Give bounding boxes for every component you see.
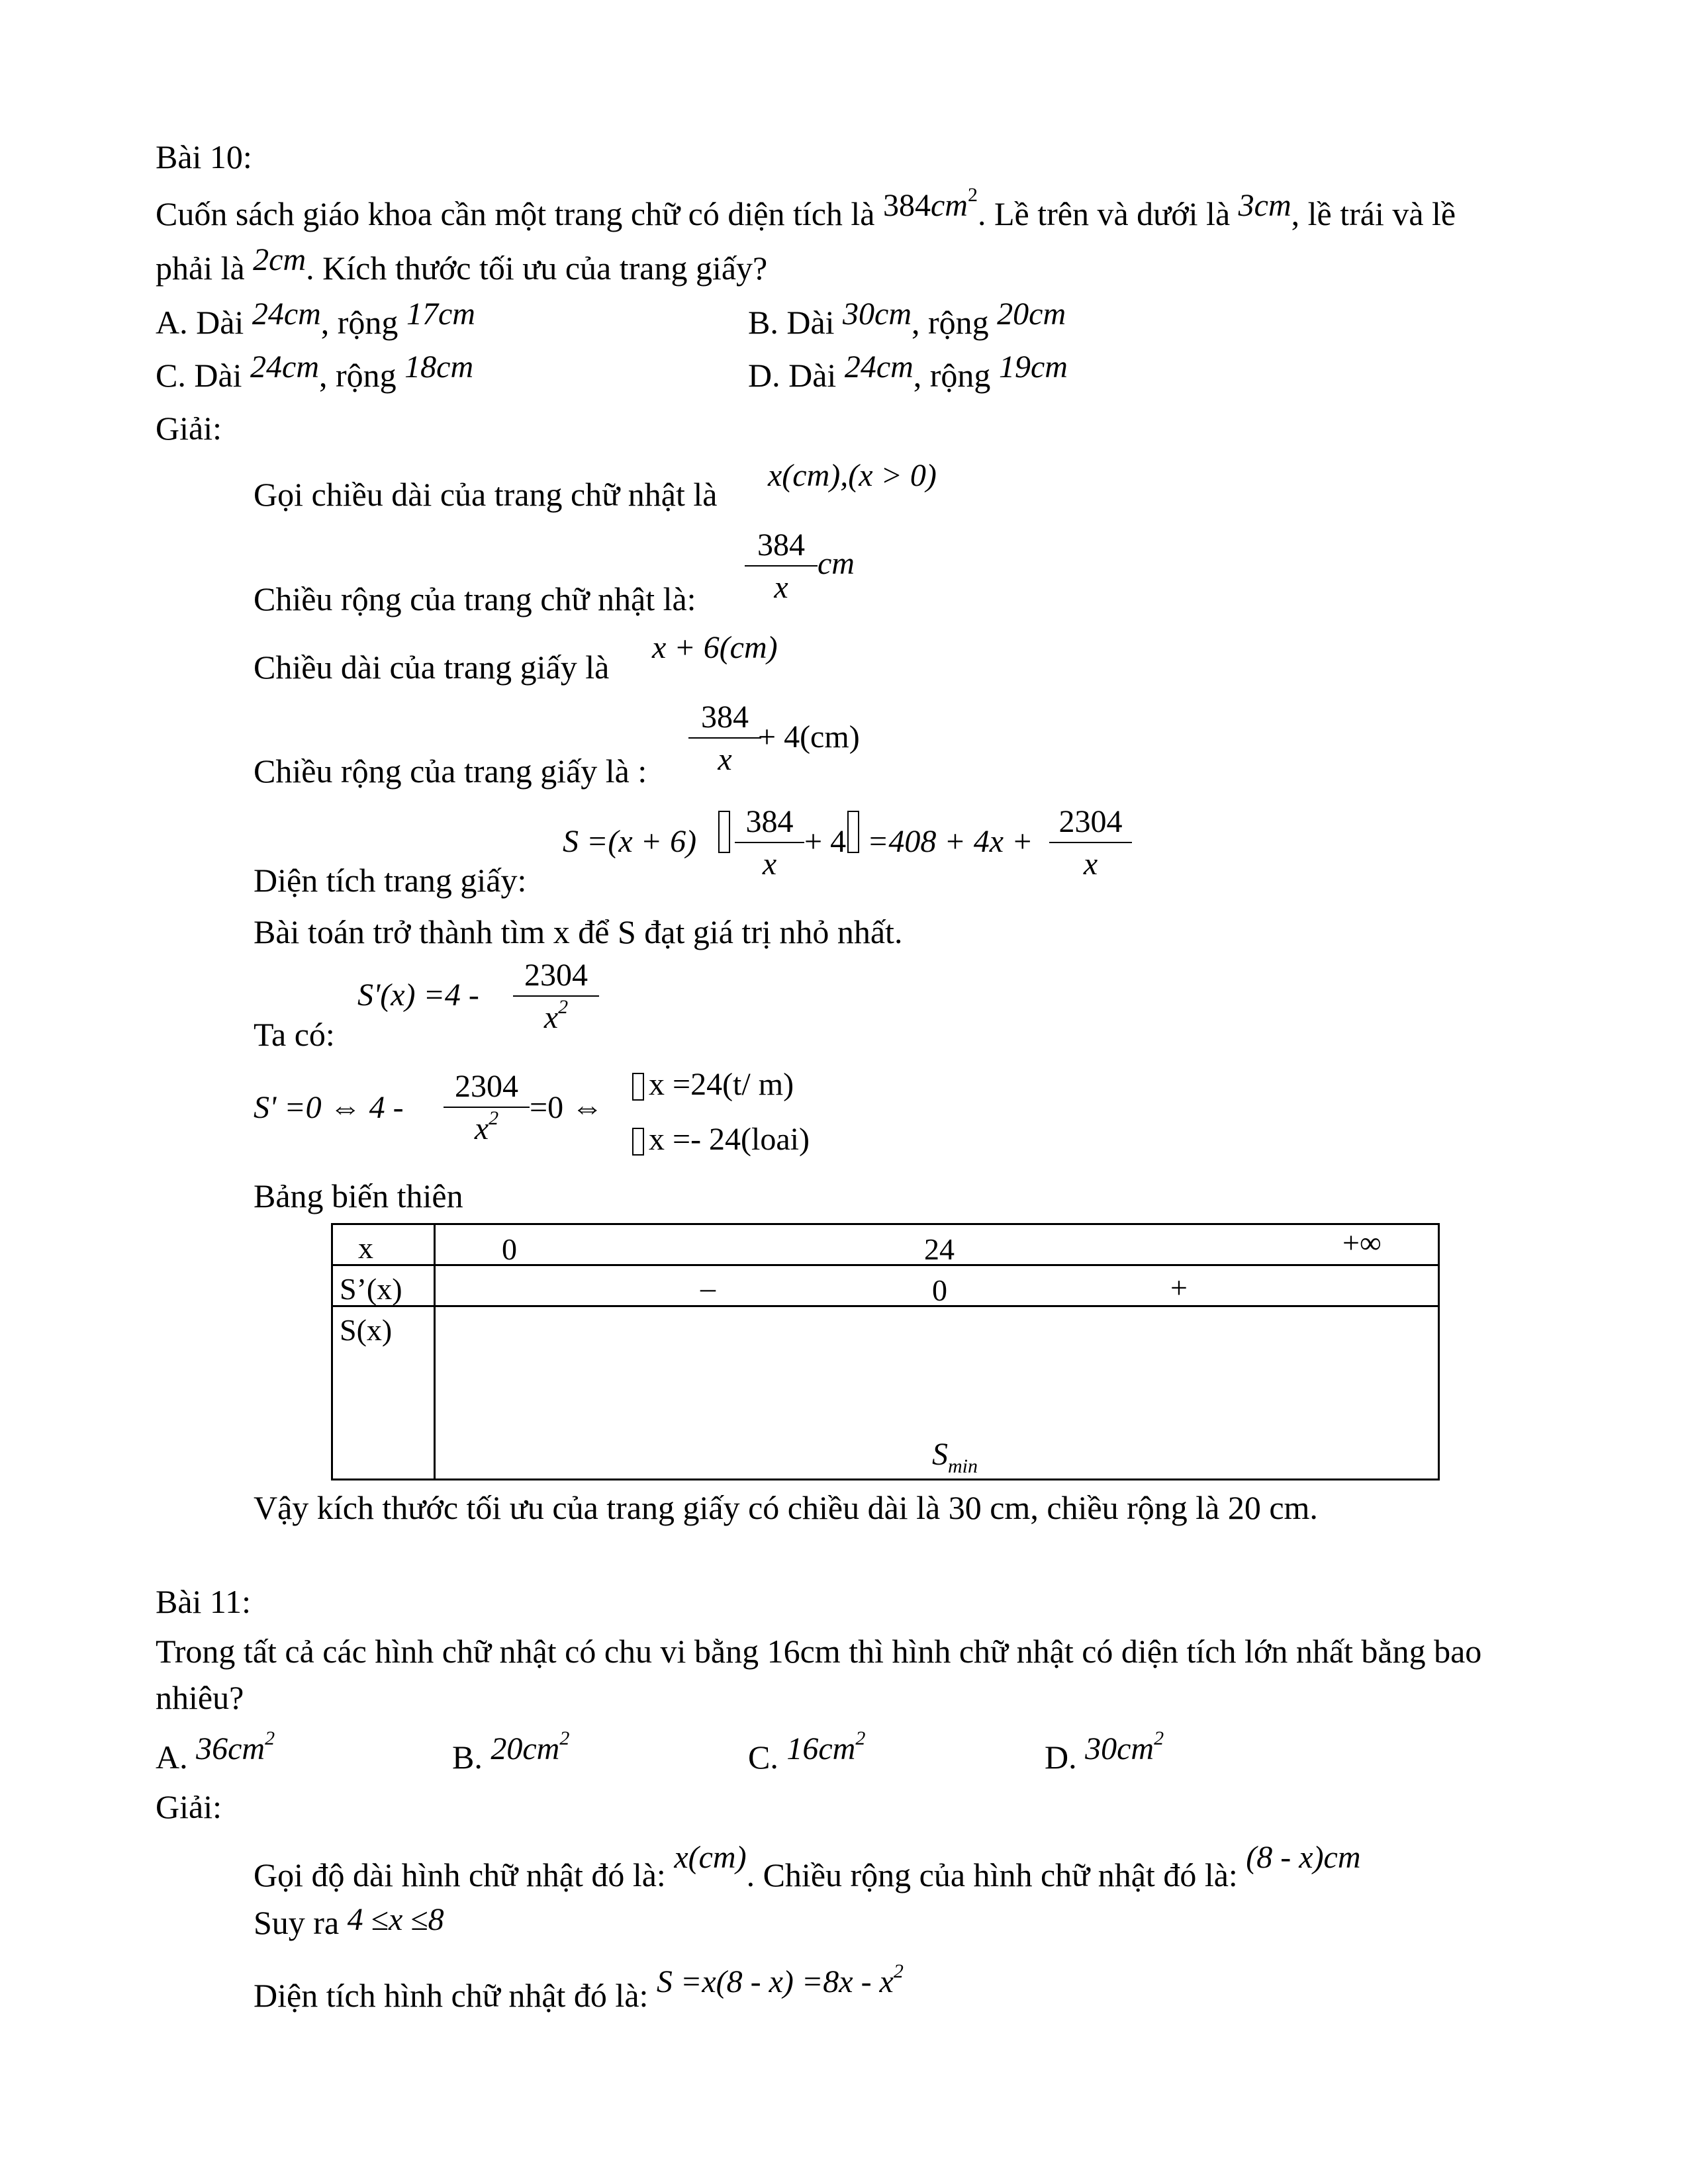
question-text: Cuốn sách giáo khoa cần một trang chữ có diện tích là (156, 195, 875, 232)
right-bracket (847, 811, 859, 853)
row-sprime-values: – 0 + (435, 1265, 1439, 1306)
bai11-option-a: A. $36cm^2$ (156, 1727, 275, 1776)
step1-math: x(cm),(x > 0) (768, 458, 937, 493)
s-min: $S_{min}$ (932, 1437, 978, 1477)
bai10-giai: Giải: (156, 410, 222, 447)
step5-fraction1: $\frac{384}{x}$ (735, 806, 804, 880)
step7-text: Ta có: (254, 1016, 335, 1053)
option-d: D. Dài 24cm, rộng 19cm (748, 349, 1068, 394)
step2-fraction: $\frac{384}{x}$ (745, 529, 818, 604)
bai11-step1: Gọi độ dài hình chữ nhật đó là: x(cm). Chiều rộng của hình chữ nhật đó là: (8 - x)cm (254, 1840, 1361, 1893)
bai11-option-c: C. $16cm^2$ (748, 1727, 866, 1776)
step8-case2: x =- 24(loai) (649, 1122, 810, 1157)
row-label-sprime: S’(x) (332, 1265, 435, 1306)
row-s-values (435, 1306, 1439, 1480)
step2-unit: cm (818, 546, 855, 581)
case-bracket (632, 1069, 644, 1102)
step8-fraction: $\frac{2304}{x^2}$ (444, 1071, 530, 1145)
row-label-s: S(x) (332, 1306, 435, 1480)
step6-text: Bài toán trở thành tìm x để S đạt giá trị nhỏ nhất. (254, 913, 903, 950)
bai11-step2: Suy ra 4 ≤x ≤8 (254, 1902, 444, 1941)
step3-text: Chiều dài của trang giấy là (254, 649, 610, 686)
step7-fraction: $\frac{2304}{x^2}$ (513, 960, 599, 1034)
step8-mid: =0 ⇔ (530, 1090, 604, 1125)
step8-pre: S' =0 ⇔ 4 - (254, 1090, 404, 1125)
variation-table (331, 1223, 1440, 1480)
margin-tb-value: 3cm (1238, 188, 1291, 223)
bai11-step3: Diện tích hình chữ nhật đó là: $S =x(8 - x) =8x - x^2$ (254, 1960, 904, 2014)
table-row-s (332, 1306, 1439, 1480)
option-b: B. Dài 30cm, rộng 20cm (748, 296, 1066, 341)
bbt-title: Bảng biến thiên (254, 1177, 463, 1214)
left-bracket (718, 811, 730, 853)
area-value: $384cm^2$ (883, 184, 978, 223)
step7-pre: S'(x) =4 - (357, 978, 479, 1013)
row-label-x: x (332, 1224, 435, 1265)
step3-math: x + 6(cm) (652, 630, 778, 665)
step2-text: Chiều rộng của trang chữ nhật là: (254, 580, 696, 617)
bai11-option-d: D. $30cm^2$ (1045, 1727, 1164, 1776)
bai11-option-b: B. $20cm^2$ (452, 1727, 570, 1776)
bai11-question-line1: Trong tất cả các hình chữ nhật có chu vi bằng 16cm thì hình chữ nhật có diện tích lớn nhất bằng bao (156, 1633, 1482, 1670)
bai10-conclusion: Vậy kích thước tối ưu của trang giấy có chiều dài là 30 cm, chiều rộng là 20 cm. (254, 1489, 1318, 1526)
step4-fraction: $\frac{384}{x}$ (688, 702, 761, 776)
case-bracket-2 (632, 1124, 644, 1157)
table-row-x (332, 1224, 1439, 1265)
option-a: A. Dài 24cm, rộng 17cm (156, 296, 475, 341)
step5-mid: + 4 (804, 824, 847, 859)
step8-case1: x =24(t/ m) (649, 1067, 794, 1102)
step1-text: Gọi chiều dài của trang chữ nhật là (254, 476, 718, 513)
step5-fraction2: $\frac{2304}{x}$ (1049, 806, 1132, 880)
bai11-question-line2: nhiêu? (156, 1679, 244, 1716)
margin-lr-value: 2cm (253, 242, 306, 277)
bai11-giai: Giải: (156, 1788, 222, 1825)
bai11-title: Bài 11: (156, 1583, 251, 1620)
bai10-question-line1: Cuốn sách giáo khoa cần một trang chữ có diện tích là $384cm^2$. Lề trên và dưới là 3cm, lề trái và lề (156, 184, 1456, 232)
row-x-values: 0 24 +∞ (435, 1224, 1439, 1265)
table-row-sprime (332, 1265, 1439, 1306)
step4-rest: + 4(cm) (758, 719, 860, 754)
step5-pre: S =(x + 6) (563, 824, 697, 859)
step5-eq: =408 + 4x + (867, 824, 1033, 859)
option-c: C. Dài 24cm, rộng 18cm (156, 349, 474, 394)
step4-text: Chiều rộng của trang giấy là : (254, 752, 647, 790)
bai10-title: Bài 10: (156, 138, 252, 175)
bai10-question-line2: phải là 2cm. Kích thước tối ưu của trang giấy? (156, 242, 768, 287)
step5-text: Diện tích trang giấy: (254, 862, 527, 899)
